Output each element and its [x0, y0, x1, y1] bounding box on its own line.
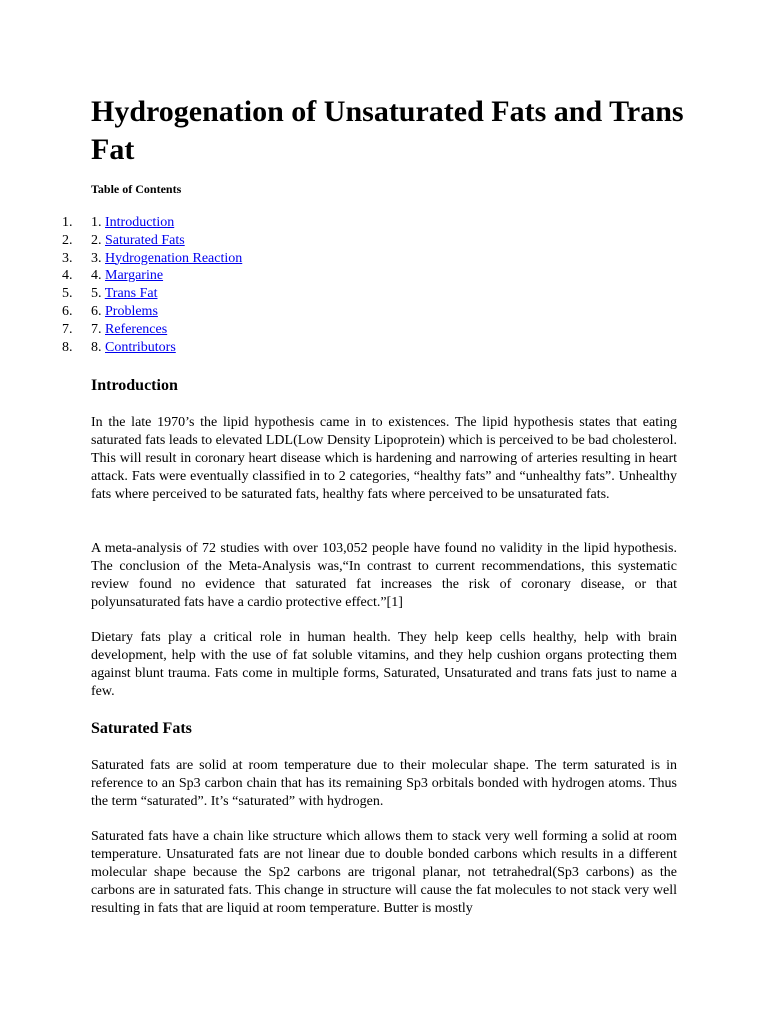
toc-link-saturated-fats[interactable]: Saturated Fats: [105, 232, 185, 248]
toc-link-hydrogenation-reaction[interactable]: Hydrogenation Reaction: [105, 250, 243, 266]
toc-item: [0, 214, 400, 232]
toc-item: [0, 285, 400, 303]
toc-item-number: 1.: [62, 215, 73, 230]
table-of-contents: [0, 214, 400, 356]
toc-item-prefix: 2.: [91, 232, 105, 248]
introduction-paragraph-2: A meta-analysis of 72 studies with over 103,052 people have found no validity in the lipid hypothesis. The conclusion of the Meta-Analysis was,“In contrast to current recommendations, this systematic review found no evidence that saturated fat increases the risk of coronary disease, or that polyunsaturated fats have a cardio protective effect.”[1]: [91, 541, 677, 610]
section-heading-saturated-fats: Saturated Fats: [91, 720, 192, 737]
toc-item-prefix: 7.: [91, 321, 105, 337]
introduction-paragraph-3: Dietary fats play a critical role in human health. They help keep cells healthy, help with brain development, help with the use of fat soluble vitamins, and they help cushion organs protecting them against blunt trauma. Fats come in multiple forms, Saturated, Unsaturated and trans fats just to name a few.: [91, 630, 677, 699]
toc-link-introduction[interactable]: Introduction: [105, 215, 175, 230]
toc-item-prefix: 5.: [91, 286, 105, 302]
toc-item-number: 4.: [62, 268, 73, 284]
toc-item: [0, 303, 400, 321]
toc-link-references[interactable]: References: [105, 321, 168, 337]
toc-item-number: 2.: [62, 232, 73, 248]
toc-item-number: 8.: [62, 339, 73, 355]
toc-item-prefix: 3.: [91, 250, 105, 266]
toc-item: [0, 250, 400, 268]
saturated-fats-paragraph-2: Saturated fats have a chain like structure which allows them to stack very well forming a solid at room temperature. Unsaturated fats are not linear due to double bonded carbons which results in a different molecular shape because the Sp2 carbons are trigonal planar, not tetrahedral(Sp3 carbons) as the carbons are in saturated fats. This change in structure will cause the fat molecules to not stack very well resulting in fats that are liquid at room temperature. Butter is mostly: [91, 829, 677, 916]
toc-item: [0, 321, 400, 339]
toc-item-prefix: 4.: [91, 268, 105, 284]
toc-item-number: 3.: [62, 250, 73, 266]
toc-item-prefix: 8.: [91, 339, 105, 355]
toc-item-prefix: 6.: [91, 303, 105, 319]
toc-item: [0, 232, 400, 250]
toc-item-number: 7.: [62, 321, 73, 337]
section-heading-introduction: Introduction: [91, 377, 178, 394]
toc-item: [0, 339, 400, 357]
toc-link-problems[interactable]: Problems: [105, 303, 158, 319]
introduction-paragraph-1: In the late 1970’s the lipid hypothesis came in to existences. The lipid hypothesis states that eating saturated fats leads to elevated LDL(Low Density Lipoprotein) which is perceived to be bad cholesterol. This will result in coronary heart disease which is hardening and narrowing of arteries resulting in heart attack. Fats were eventually classified in to 2 categories, “healthy fats” and “unhealthy fats”. Unhealthy fats where perceived to be saturated fats, healthy fats where perceived to be unsaturated fats.: [91, 415, 677, 502]
toc-item-number: 5.: [62, 286, 73, 302]
toc-link-margarine[interactable]: Margarine: [105, 268, 164, 284]
toc-item-number: 6.: [62, 303, 73, 319]
toc-link-contributors[interactable]: Contributors: [105, 339, 176, 355]
toc-item-prefix: 1.: [91, 215, 105, 230]
saturated-fats-paragraph-1: Saturated fats are solid at room temperature due to their molecular shape. The term saturated is in reference to an Sp3 carbon chain that has its remaining Sp3 orbitals bonded with hydrogen atoms. Thus the term “saturated”. It’s “saturated” with hydrogen.: [91, 758, 677, 809]
page-title: Hydrogenation of Unsaturated Fats and Trans Fat: [91, 95, 684, 166]
toc-link-trans-fat[interactable]: Trans Fat: [104, 286, 158, 302]
toc-heading: Table of Contents: [91, 182, 182, 196]
toc-item: [0, 267, 400, 285]
